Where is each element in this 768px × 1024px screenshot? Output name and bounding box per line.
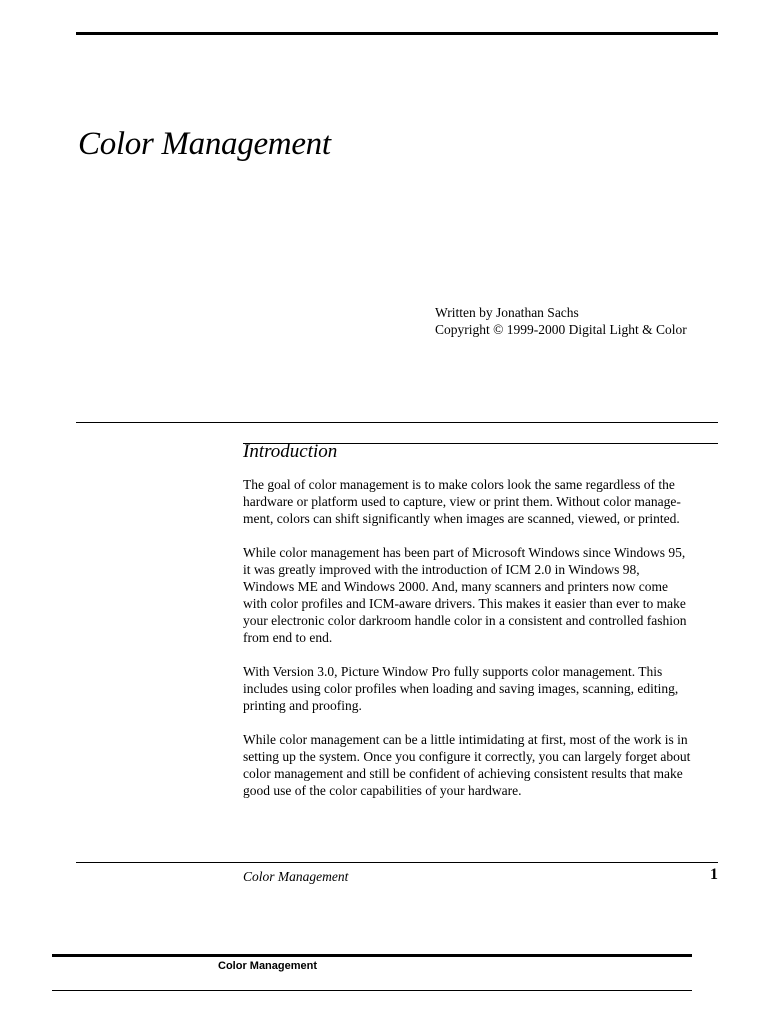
- credits-block: [435, 304, 687, 338]
- author-line: Written by Jonathan Sachs: [435, 305, 579, 320]
- paragraph: [243, 476, 719, 527]
- paragraph-line: ment, colors can shift significantly when images are scanned, viewed, or printed.: [243, 511, 680, 526]
- section-body: [243, 476, 719, 816]
- paragraph-line: While color management has been part of Microsoft Windows since Windows 95,: [243, 545, 686, 560]
- paragraph-line: With Version 3.0, Picture Window Pro fully supports color management. This: [243, 664, 663, 679]
- running-header-bottom-rule: [52, 990, 692, 991]
- copyright-line: Copyright © 1999-2000 Digital Light & Color: [435, 322, 687, 337]
- paragraph-line: The goal of color management is to make colors look the same regardless of the: [243, 477, 675, 492]
- paragraph-line: it was greatly improved with the introduction of ICM 2.0 in Windows 98,: [243, 562, 640, 577]
- footer-rule: [76, 862, 718, 863]
- paragraph: [243, 544, 719, 646]
- paragraph-line: Windows ME and Windows 2000. And, many scanners and printers now come: [243, 579, 668, 594]
- document-title: Color Management: [78, 126, 331, 162]
- paragraph-line: While color management can be a little intimidating at first, most of the work is in: [243, 732, 688, 747]
- running-header: Color Management: [218, 960, 318, 972]
- paragraph-line: printing and proofing.: [243, 698, 362, 713]
- paragraph-line: color management and still be confident of achieving consistent results that make: [243, 766, 683, 781]
- paragraph-line: good use of the color capabilities of your hardware.: [243, 783, 522, 798]
- paragraph: [243, 731, 719, 799]
- section-heading: Introduction: [243, 441, 338, 462]
- page-number: 1: [710, 866, 718, 883]
- top-rule: [76, 32, 718, 35]
- paragraph-line: with color profiles and ICM-aware drivers. This makes it easier than ever to make: [243, 596, 686, 611]
- section-divider: [76, 422, 718, 423]
- footer-title: Color Management: [243, 869, 349, 884]
- paragraph-line: includes using color profiles when loading and saving images, scanning, editing,: [243, 681, 679, 696]
- paragraph-line: setting up the system. Once you configure it correctly, you can largely forget about: [243, 749, 691, 764]
- paragraph-line: hardware or platform used to capture, view or print them. Without color manage-: [243, 494, 681, 509]
- paragraph-line: from end to end.: [243, 630, 333, 645]
- running-header-top-rule: [52, 954, 692, 957]
- paragraph: [243, 663, 719, 714]
- paragraph-line: your electronic color darkroom handle color in a consistent and controlled fashion: [243, 613, 687, 628]
